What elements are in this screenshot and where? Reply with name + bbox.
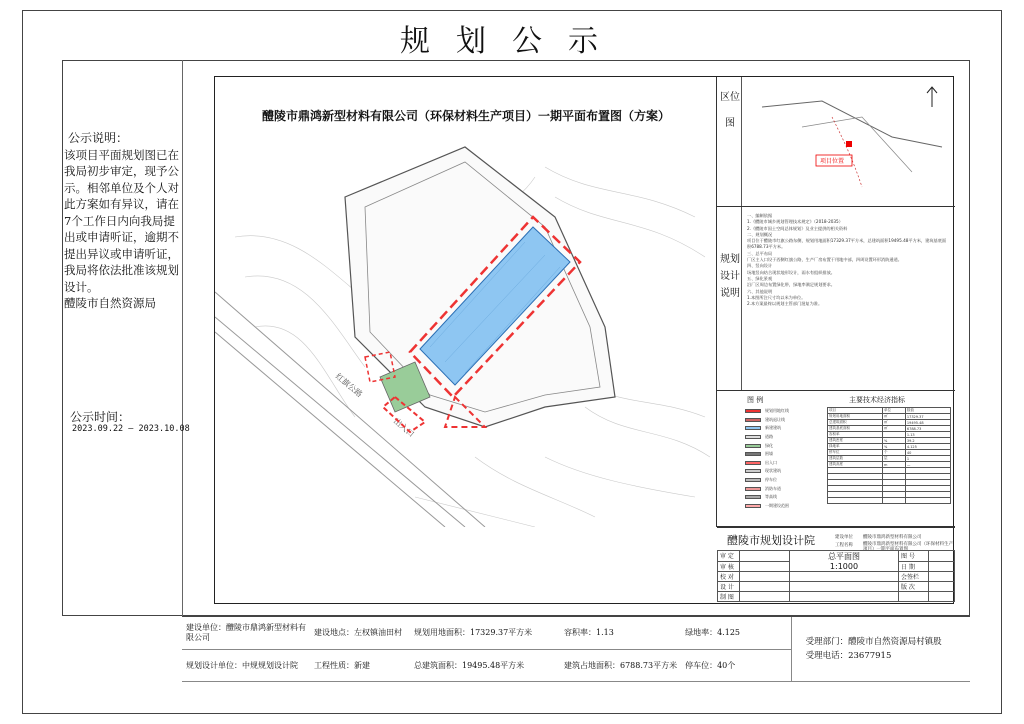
legend-item: [745, 424, 825, 433]
notice-panel: [64, 130, 179, 312]
site-cell: 建设地点：左权镇油田村: [310, 617, 410, 649]
legend-item: [745, 433, 825, 442]
builder-cell: 建设单位：醴陵市鼎鸿新型材料有限公司: [182, 617, 310, 649]
base-area-cell: 建筑占地面积：6788.73平方米: [560, 649, 681, 681]
tech-cell: 1.13: [905, 432, 950, 438]
tech-cell: 绿地率: [828, 444, 883, 450]
location-map: [742, 77, 954, 205]
tech-cell: 数值: [905, 408, 950, 414]
legend-swatch: [745, 469, 761, 473]
tech-cell: 项目: [828, 408, 883, 414]
drawing-scale: 1:1000: [829, 562, 859, 571]
tech-cell: 39.2: [905, 438, 950, 444]
tech-cell: 建筑高度: [828, 462, 883, 468]
legend-label: 现状建筑: [765, 468, 781, 474]
design-note-line: 沿厂区周边布置绿化带，绿地率满足规划要求。: [747, 282, 835, 288]
notice-body: 该项目平面规划图已在我局初步审定，现予公示。相邻单位及个人对此方案如有异议，请在7个工作日内向我局提出或申请听证，逾期不提出异议或申请听证，我局将依法批准该规划设计。: [64, 147, 179, 294]
tech-cell: 规划用地面积: [828, 414, 883, 420]
site-plan-drawing: [214, 76, 954, 604]
legend-item: [745, 450, 825, 459]
project-info-table: [182, 617, 970, 682]
legend-swatch: [745, 478, 761, 482]
nature-cell: 工程性质：新建: [310, 649, 410, 681]
design-note-line: 2.本方案最终以规划主管部门批复为准。: [747, 301, 823, 307]
site-plan-map: [215, 77, 717, 527]
plan-title: 醴陵市鼎鸿新型材料有限公司（环保材料生产项目）一期平面布置图（方案）: [261, 109, 670, 123]
tb-row-4: 设 计: [718, 582, 740, 592]
legend-swatch: [745, 426, 761, 430]
design-notes-box: [717, 207, 955, 391]
tech-cell: 建筑基底面积: [828, 426, 883, 432]
legend-item: [745, 416, 825, 425]
left-divider: [182, 60, 183, 616]
road-label: 红旗公路: [333, 371, 365, 400]
tech-cell: 17329.37: [905, 414, 950, 420]
tb-right-3: 会签栏: [899, 572, 929, 582]
tech-cell: 4.125: [905, 444, 950, 450]
location-project-label: 项目位置: [820, 158, 845, 165]
tech-cell: 停车位: [828, 450, 883, 456]
tech-cell: 单位: [882, 408, 905, 414]
tech-cell: 层: [882, 456, 905, 462]
legend-swatch: [745, 452, 761, 456]
legend-swatch: [745, 444, 761, 448]
side-panels: [717, 77, 955, 527]
tech-index-table: [827, 407, 951, 504]
tech-cell: %: [882, 444, 905, 450]
design-note-line: 2.《醴陵市国土空间总体规划》及业主提供的相关资料: [747, 225, 848, 231]
location-map-box: [717, 77, 955, 207]
tech-cell: 建筑密度: [828, 438, 883, 444]
notice-time-label: 公示时间：: [70, 410, 131, 424]
legend-label: 建筑退让线: [765, 416, 785, 422]
rules-divider: [741, 207, 742, 390]
legend-label: 停车位: [765, 477, 777, 483]
design-note-line: 五、绿化景观: [747, 275, 773, 281]
project-info-bar: [182, 616, 970, 700]
tech-cell: 6788.73: [905, 426, 950, 432]
design-note-line: 项目位于醴陵市红旗公路东侧，规划用地面积17329.37平方米，总建筑面积19495.48平方米，建筑基底面积6788.73平方米。: [747, 238, 947, 250]
legend-label: 等高线: [765, 494, 777, 500]
notice-heading: 公示说明：: [68, 131, 129, 145]
legend-swatch: [745, 495, 761, 499]
tech-cell: m: [882, 462, 905, 468]
dept-line: 受理部门：醴陵市自然资源局村镇股: [805, 636, 942, 647]
legend-label: 道路: [765, 434, 773, 440]
designer-cell: 规划设计单位：中规规划设计院: [182, 649, 310, 681]
legend-swatch: [745, 409, 761, 413]
legend-item: [745, 407, 825, 416]
design-note-line: 1.本图所注尺寸均以米为单位。: [747, 294, 806, 300]
tech-cell: %: [882, 438, 905, 444]
legend-label: 新建建筑: [765, 425, 781, 431]
legend-label: 一期建设范围: [765, 502, 789, 508]
design-note-line: 三、总平布局: [747, 250, 773, 256]
legend-box: [717, 391, 955, 527]
legend-item: [745, 441, 825, 450]
land-area-cell: 规划用地面积：17329.37平方米: [410, 617, 560, 649]
tech-cell: [828, 498, 883, 504]
tb-row-3: 校 对: [718, 572, 740, 582]
notice-org: 醴陵市自然资源局: [64, 296, 156, 310]
tb-right-4: 版 次: [899, 582, 929, 592]
legend-swatch: [745, 461, 761, 465]
design-note-line: 厂区主入口设于西侧红旗公路，生产厂房布置于用地中部，四周设置环形消防通道。: [747, 257, 902, 263]
tb-row-2: 审 核: [718, 561, 740, 572]
design-note-line: 四、竖向设计: [747, 263, 773, 269]
legend-swatch: [745, 487, 761, 491]
tb-right-1: 图 号: [899, 551, 929, 562]
legend-item: [745, 476, 825, 485]
drawing-title-block: [717, 527, 955, 605]
tb-right-2: 日 期: [899, 561, 929, 572]
design-note-line: 一、编制依据: [747, 213, 773, 218]
tech-cell: 个: [882, 450, 905, 456]
legend-swatch: [745, 418, 761, 422]
legend-item: [745, 502, 825, 511]
tb-row-5: 制 图: [718, 592, 740, 602]
tb-row-1: 审 定: [718, 551, 740, 562]
tech-cell: ㎡: [882, 420, 905, 426]
rules-label: 规划设计说明: [720, 254, 740, 299]
gate-label: 出入口: [391, 416, 416, 439]
notice-time-value: 2023.09.22 — 2023.10.08: [72, 424, 190, 434]
design-institute: 醴陵市规划设计院: [727, 534, 815, 547]
drawing-name: 总平面图 1:1000: [790, 551, 899, 572]
legend-list: [745, 407, 825, 510]
legend-label: 消防车道: [765, 485, 781, 491]
legend-label: 绿化: [765, 442, 773, 448]
tech-cell: [905, 498, 950, 504]
design-note-line: 场地竖向结合现状地形设计，雨水有组织排放。: [747, 269, 835, 275]
tech-cell: ㎡: [882, 414, 905, 420]
project-value: 醴陵市鼎鸿新型材料有限公司（环保材料生产项目）一期平面布置图: [863, 542, 953, 552]
design-note-line: 1.《醴陵市城乡规划管理技术规定》（2018-2035）: [747, 219, 843, 225]
legend-label: 围墙: [765, 451, 773, 457]
dept-cell: [791, 617, 970, 681]
tech-row: [828, 498, 951, 504]
legend-label: 出入口: [765, 459, 777, 465]
legend-item: [745, 484, 825, 493]
page-title: 规划公示: [400, 24, 624, 59]
legend-label: 规划用地红线: [765, 408, 789, 414]
legend-title: 图 例: [747, 396, 764, 404]
site-plan: [215, 77, 717, 527]
unit-value: 醴陵市鼎鸿新型材料有限公司: [863, 535, 922, 540]
location-label: 区位图: [720, 92, 740, 129]
floor-area-cell: 总建筑面积：19495.48平方米: [410, 649, 560, 681]
legend-item: [745, 493, 825, 502]
parking-cell: 停车位：40个: [681, 649, 791, 681]
tech-cell: ㎡: [882, 426, 905, 432]
tech-cell: 19495.48: [905, 420, 950, 426]
tech-cell: 建筑层数: [828, 456, 883, 462]
legend-swatch: [745, 504, 761, 508]
phone-line: 受理电话：23677915: [805, 650, 892, 661]
design-note-line: 六、其他说明: [747, 288, 773, 294]
legend-item: [745, 467, 825, 476]
tech-cell: 1: [905, 456, 950, 462]
design-notes-text: [747, 213, 949, 307]
project-label: 工程名称: [835, 543, 853, 548]
legend-swatch: [745, 435, 761, 439]
unit-label: 建设单位: [835, 535, 853, 540]
tech-index-title: 主要技术经济指标: [849, 396, 905, 404]
green-ratio-cell: 绿地率：4.125: [681, 617, 791, 649]
tech-cell: 容积率: [828, 432, 883, 438]
tech-cell: 40: [905, 450, 950, 456]
legend-item: [745, 459, 825, 468]
tech-cell: 总建筑面积: [828, 420, 883, 426]
tech-cell: [882, 498, 905, 504]
design-note-line: 二、规划概况: [747, 231, 773, 237]
tech-cell: —: [905, 462, 950, 468]
title-block-grid: [717, 550, 955, 602]
far-cell: 容积率：1.13: [560, 617, 681, 649]
